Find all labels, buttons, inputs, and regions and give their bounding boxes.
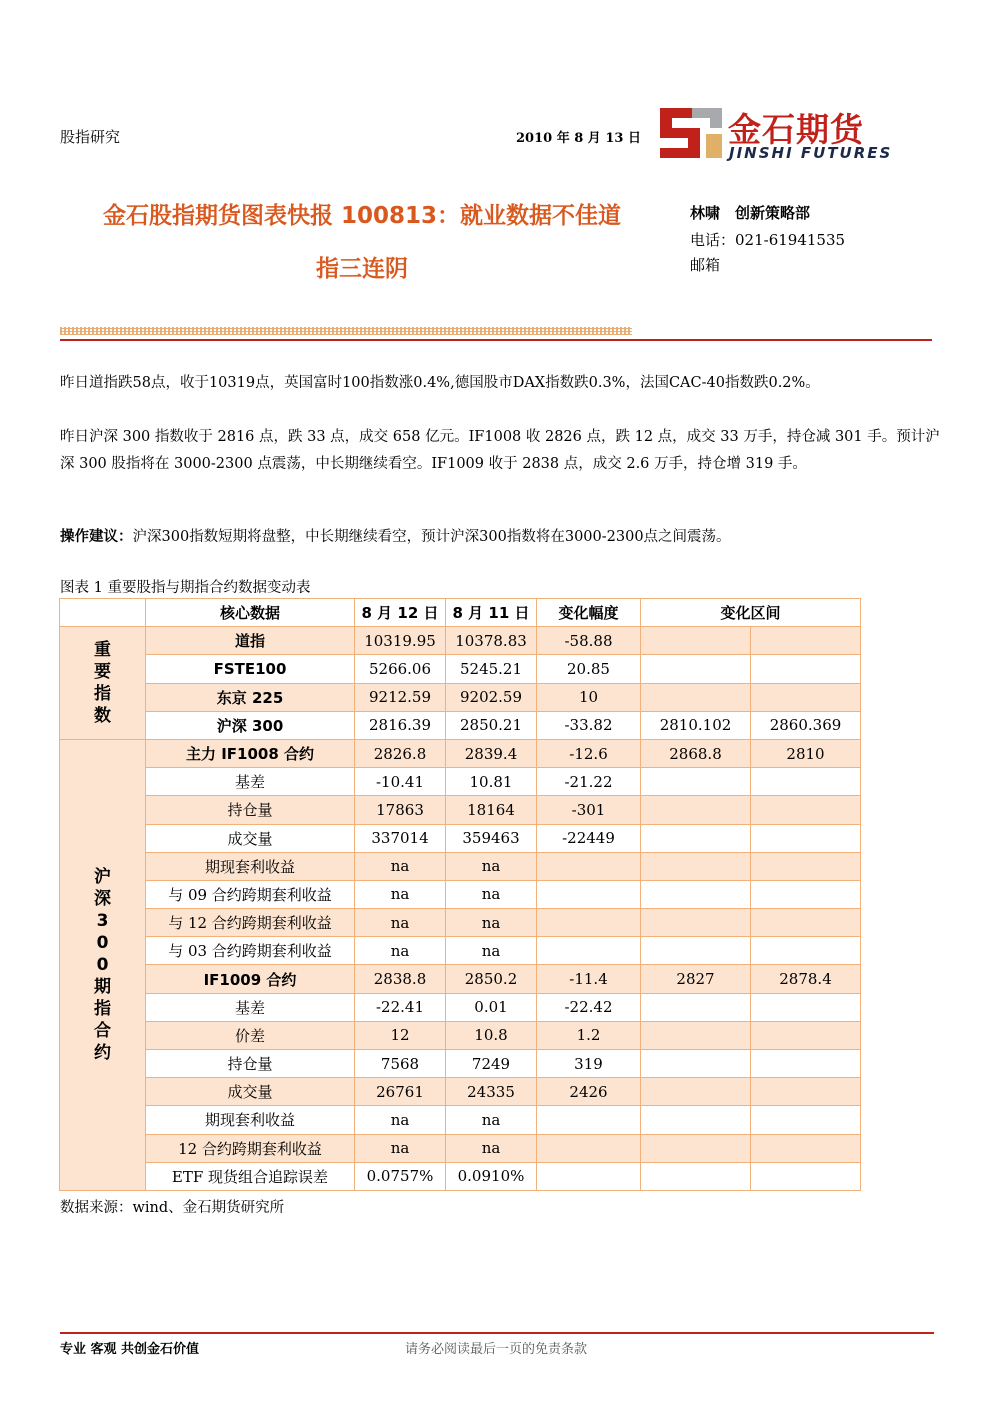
cell-d11: 5245.21	[446, 655, 537, 683]
cell-chg	[537, 937, 641, 965]
cell-d12: na	[355, 852, 446, 880]
cell-chg: -301	[537, 796, 641, 824]
cell-d12: 7568	[355, 1050, 446, 1078]
cell-r1	[641, 993, 751, 1021]
cell-r2	[751, 909, 861, 937]
group-label	[60, 739, 146, 1190]
author-name: 林啸 创新策略部	[690, 204, 811, 222]
cell-d12: 17863	[355, 796, 446, 824]
advice-text: 沪深300指数短期将盘整，中长期继续看空，预计沪深300指数将在3000-2300点之间震荡。	[132, 529, 731, 545]
logo-mark-icon	[656, 104, 726, 162]
cell-r1	[641, 824, 751, 852]
section-label: 股指研究	[60, 128, 121, 146]
cell-d12: 2816.39	[355, 711, 446, 739]
cell-r1: 2868.8	[641, 739, 751, 767]
row-label: 成交量	[146, 1078, 355, 1106]
cell-d11: na	[446, 880, 537, 908]
cell-r1	[641, 1134, 751, 1162]
cell-d12: 9212.59	[355, 683, 446, 711]
cell-r1	[641, 909, 751, 937]
cell-r2	[751, 1134, 861, 1162]
cell-r2	[751, 852, 861, 880]
cell-r1	[641, 1050, 751, 1078]
row-label: 期现套利收益	[146, 852, 355, 880]
column-header: 变化幅度	[537, 599, 641, 627]
cell-chg: 1.2	[537, 1021, 641, 1049]
cell-d12: 5266.06	[355, 655, 446, 683]
cell-d11: 9202.59	[446, 683, 537, 711]
cell-chg: -22.42	[537, 993, 641, 1021]
row-label: 基差	[146, 993, 355, 1021]
cell-d11: 18164	[446, 796, 537, 824]
row-label: FSTE100	[146, 655, 355, 683]
header-corner	[60, 599, 146, 627]
column-header: 变化区间	[641, 599, 861, 627]
table-row	[60, 796, 861, 824]
row-label: 与 03 合约跨期套利收益	[146, 937, 355, 965]
table-row	[60, 852, 861, 880]
row-label: 与 09 合约跨期套利收益	[146, 880, 355, 908]
cell-r1	[641, 796, 751, 824]
table-row	[60, 655, 861, 683]
cell-chg: 10	[537, 683, 641, 711]
row-label: ETF 现货组合追踪误差	[146, 1162, 355, 1190]
cell-r1: 2810.102	[641, 711, 751, 739]
cell-d11: 0.01	[446, 993, 537, 1021]
table-caption: 图表 1 重要股指与期指合约数据变动表	[60, 580, 311, 596]
cell-chg	[537, 909, 641, 937]
cell-r2	[751, 937, 861, 965]
cell-chg: 2426	[537, 1078, 641, 1106]
cell-r1	[641, 655, 751, 683]
group-label-text: 沪深300期指合约	[94, 866, 111, 1063]
table-row	[60, 993, 861, 1021]
column-header: 核心数据	[146, 599, 355, 627]
footer-slogan: 专业 客观 共创金石价值	[60, 1342, 200, 1357]
row-label: 持仓量	[146, 796, 355, 824]
report-title-line1: 金石股指期货图表快报 100813：就业数据不佳道	[102, 203, 622, 229]
cell-chg: -33.82	[537, 711, 641, 739]
cell-d12: 26761	[355, 1078, 446, 1106]
cell-r2	[751, 993, 861, 1021]
row-label: 与 12 合约跨期套利收益	[146, 909, 355, 937]
cell-d12: -10.41	[355, 768, 446, 796]
header-divider	[60, 339, 932, 341]
cell-r1: 2827	[641, 965, 751, 993]
cell-r1	[641, 852, 751, 880]
cell-d11: 0.0910%	[446, 1162, 537, 1190]
table-row	[60, 683, 861, 711]
group-label-text: 重要指数	[94, 640, 111, 727]
cell-chg: -22449	[537, 824, 641, 852]
row-label: 东京 225	[146, 683, 355, 711]
cell-d12: na	[355, 1106, 446, 1134]
cell-r2	[751, 1050, 861, 1078]
cell-r2	[751, 768, 861, 796]
cell-d12: 10319.95	[355, 627, 446, 655]
cell-r2	[751, 1106, 861, 1134]
cell-r2	[751, 655, 861, 683]
column-header: 8 月 11 日	[446, 599, 537, 627]
cell-r2	[751, 1078, 861, 1106]
cell-d11: 24335	[446, 1078, 537, 1106]
row-label: 价差	[146, 1021, 355, 1049]
cell-r1	[641, 683, 751, 711]
paragraph-overseas: 昨日道指跌58点，收于10319点，英国富时100指数涨0.4%,德国股市DAX指数跌0.3%，法国CAC-40指数跌0.2%。	[60, 375, 820, 391]
cell-d12: na	[355, 880, 446, 908]
cell-chg	[537, 1134, 641, 1162]
cell-d12: na	[355, 937, 446, 965]
table-header-row	[60, 599, 861, 627]
footer-divider	[60, 1332, 934, 1334]
cell-r1	[641, 1106, 751, 1134]
cell-chg	[537, 1162, 641, 1190]
cell-d12: 12	[355, 1021, 446, 1049]
cell-r2	[751, 1021, 861, 1049]
cell-chg	[537, 1106, 641, 1134]
cell-r2: 2860.369	[751, 711, 861, 739]
cell-r2	[751, 796, 861, 824]
column-header: 8 月 12 日	[355, 599, 446, 627]
table-row	[60, 937, 861, 965]
cell-r1	[641, 768, 751, 796]
data-source: 数据来源：wind、金石期货研究所	[60, 1200, 285, 1216]
cell-r1	[641, 880, 751, 908]
report-date: 2010 年 8 月 13 日	[516, 131, 641, 146]
cell-d12: 2826.8	[355, 739, 446, 767]
logo-english-text: JINSHI FUTURES	[729, 144, 893, 162]
cell-r1	[641, 1021, 751, 1049]
cell-r1	[641, 937, 751, 965]
table-row	[60, 1050, 861, 1078]
footer-disclaimer: 请务必阅读最后一页的免责条款	[405, 1342, 588, 1357]
table-row	[60, 627, 861, 655]
cell-r2: 2878.4	[751, 965, 861, 993]
cell-r2	[751, 880, 861, 908]
cell-d11: na	[446, 852, 537, 880]
row-label: 成交量	[146, 824, 355, 852]
table-row	[60, 1134, 861, 1162]
group-label	[60, 627, 146, 740]
author-phone: 电话：021-61941535	[690, 231, 846, 249]
report-title-line2: 指三连阴	[316, 256, 408, 282]
row-label: 持仓量	[146, 1050, 355, 1078]
row-label: IF1009 合约	[146, 965, 355, 993]
cell-d12: 337014	[355, 824, 446, 852]
logo-chinese-text: 金石期货	[728, 110, 864, 149]
table-row	[60, 880, 861, 908]
table-row	[60, 1162, 861, 1190]
cell-d12: na	[355, 909, 446, 937]
cell-d11: 359463	[446, 824, 537, 852]
cell-chg: -58.88	[537, 627, 641, 655]
cell-chg: -21.22	[537, 768, 641, 796]
row-label: 期现套利收益	[146, 1106, 355, 1134]
cell-d11: na	[446, 1134, 537, 1162]
author-email: 邮箱	[690, 256, 721, 274]
cell-chg: -11.4	[537, 965, 641, 993]
row-label: 道指	[146, 627, 355, 655]
decorative-pattern	[60, 327, 632, 335]
paragraph-domestic: 昨日沪深 300 指数收于 2816 点，跌 33 点，成交 658 亿元。IF1008 收 2826 点，跌 12 点，成交 33 万手，持仓减 301 手。预计沪深 300 股指将在 3000-2300 点震荡，中长期继续看空。IF1009 收于 2838 点，成交 2.6 万手，持仓增 319 手。	[60, 429, 940, 472]
cell-d12: na	[355, 1134, 446, 1162]
row-label: 12 合约跨期套利收益	[146, 1134, 355, 1162]
paragraph-advice	[60, 524, 940, 551]
cell-chg	[537, 880, 641, 908]
cell-d12: 0.0757%	[355, 1162, 446, 1190]
table-row	[60, 965, 861, 993]
cell-d11: 2850.21	[446, 711, 537, 739]
cell-r1	[641, 1078, 751, 1106]
cell-r2	[751, 683, 861, 711]
cell-d12: -22.41	[355, 993, 446, 1021]
cell-d11: 10.81	[446, 768, 537, 796]
cell-r2: 2810	[751, 739, 861, 767]
table-row	[60, 739, 861, 767]
cell-d11: 7249	[446, 1050, 537, 1078]
table-row	[60, 1078, 861, 1106]
data-table	[59, 598, 861, 1191]
table-row	[60, 1021, 861, 1049]
cell-d11: na	[446, 937, 537, 965]
company-logo	[656, 104, 893, 164]
advice-label: 操作建议：	[60, 529, 133, 545]
table-row	[60, 909, 861, 937]
table-row	[60, 824, 861, 852]
cell-d11: na	[446, 909, 537, 937]
cell-d11: 10378.83	[446, 627, 537, 655]
row-label: 主力 IF1008 合约	[146, 739, 355, 767]
cell-chg: 20.85	[537, 655, 641, 683]
table-row	[60, 1106, 861, 1134]
cell-d11: 10.8	[446, 1021, 537, 1049]
cell-d11: 2839.4	[446, 739, 537, 767]
cell-r2	[751, 1162, 861, 1190]
cell-chg	[537, 852, 641, 880]
cell-d12: 2838.8	[355, 965, 446, 993]
cell-chg: -12.6	[537, 739, 641, 767]
row-label: 基差	[146, 768, 355, 796]
cell-r1	[641, 1162, 751, 1190]
table-row	[60, 768, 861, 796]
cell-r1	[641, 627, 751, 655]
cell-d11: na	[446, 1106, 537, 1134]
cell-r2	[751, 627, 861, 655]
cell-d11: 2850.2	[446, 965, 537, 993]
row-label: 沪深 300	[146, 711, 355, 739]
cell-chg: 319	[537, 1050, 641, 1078]
cell-r2	[751, 824, 861, 852]
table-row	[60, 711, 861, 739]
